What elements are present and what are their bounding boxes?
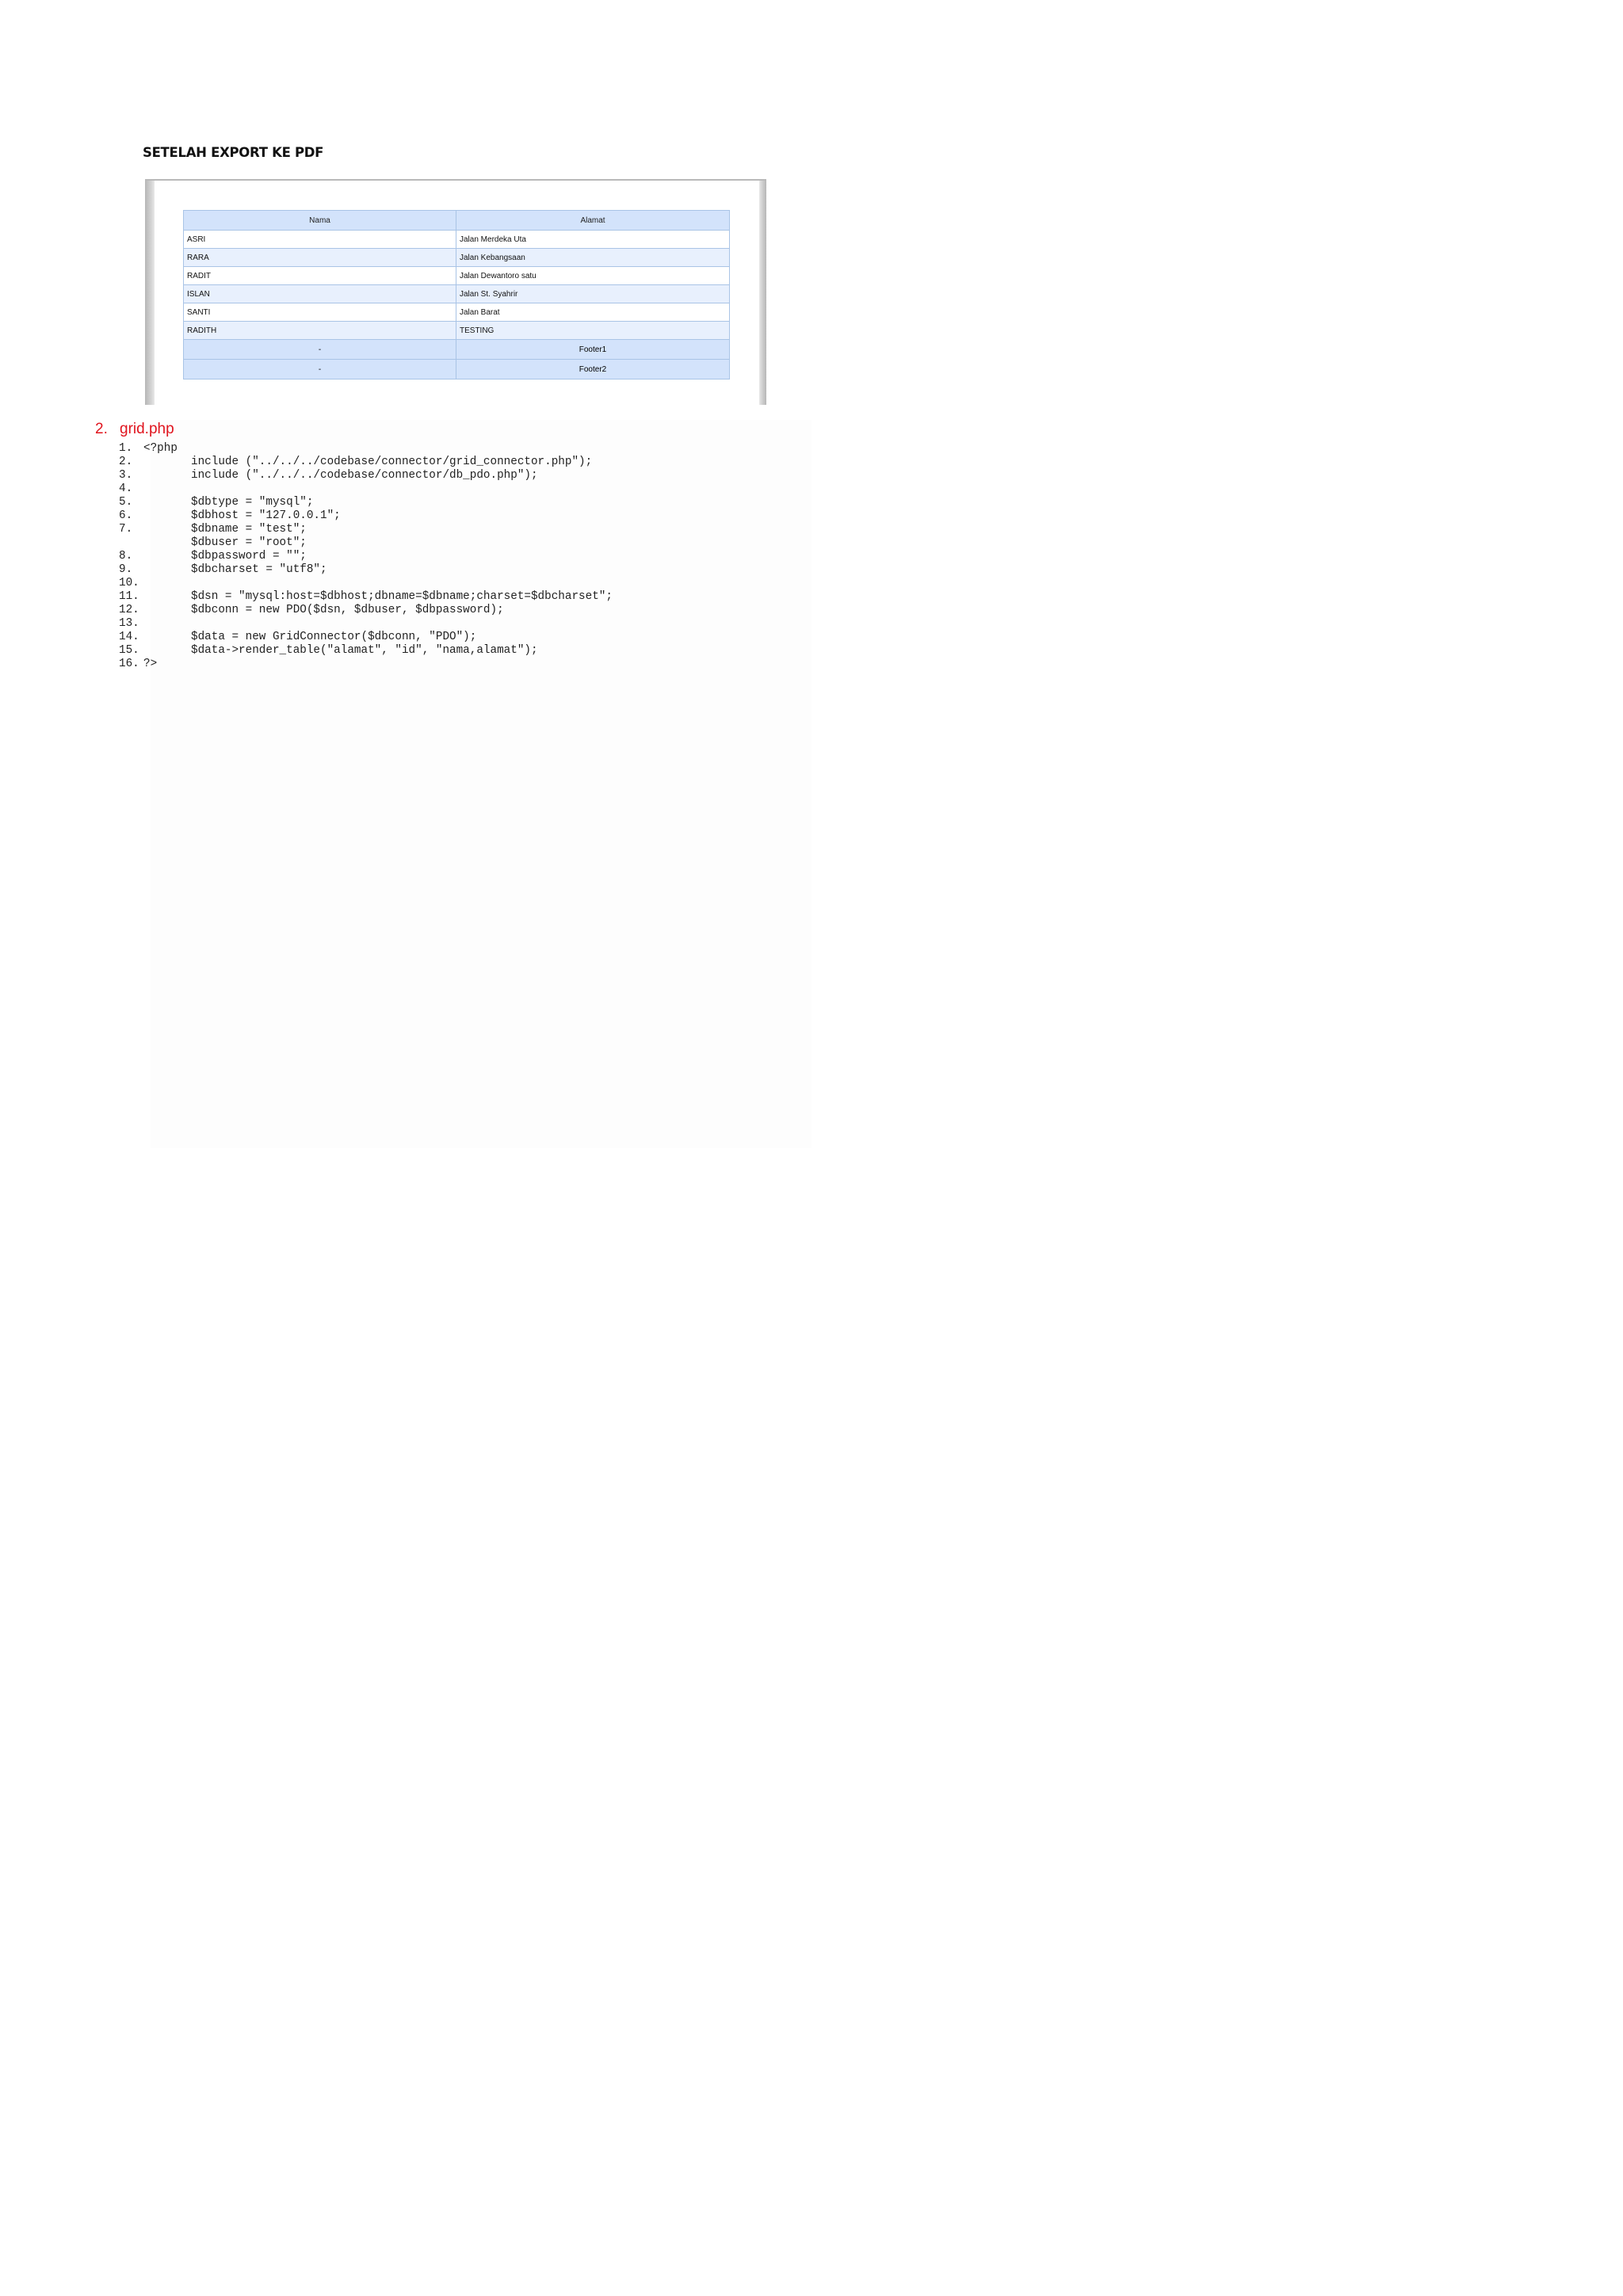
cell-nama: ASRI: [184, 231, 456, 249]
code-text: $data = new GridConnector($dbconn, "PDO");: [191, 631, 477, 643]
section-heading: SETELAH EXPORT KE PDF: [143, 145, 324, 160]
line-number: 1.: [119, 442, 133, 455]
code-text: ?>: [143, 658, 158, 670]
line-number: 11.: [119, 590, 139, 603]
line-number: 10.: [119, 577, 139, 589]
column-header-alamat: Alamat: [456, 211, 730, 231]
table-footer-row: [184, 340, 730, 360]
code-line: [119, 604, 800, 617]
code-text: $dbcharset = "utf8";: [191, 563, 327, 576]
document-page: [0, 0, 812, 1148]
cell-nama: SANTI: [184, 303, 456, 322]
line-number: 13.: [119, 617, 139, 630]
cell-alamat: Jalan St. Syahrir: [456, 285, 730, 303]
line-number: 9.: [119, 563, 133, 576]
footer-cell-right: Footer1: [456, 340, 730, 360]
table-row: [184, 249, 730, 267]
table-row: [184, 303, 730, 322]
line-number: 4.: [119, 482, 133, 495]
section-number: 2.: [95, 421, 108, 437]
table-header-row: [184, 211, 730, 231]
table-row: [184, 231, 730, 249]
code-line: [119, 590, 800, 604]
code-text: $data->render_table("alamat", "id", "nama,alamat");: [191, 644, 538, 657]
footer-cell-left: -: [184, 360, 456, 379]
line-number: 16.: [119, 658, 139, 670]
table-row: [184, 267, 730, 285]
column-header-nama: Nama: [184, 211, 456, 231]
code-text: $dbuser = "root";: [191, 536, 307, 549]
cell-alamat: Jalan Kebangsaan: [456, 249, 730, 267]
code-text: <?php: [143, 442, 178, 455]
screenshot-right-edge: [759, 181, 766, 405]
cell-alamat: Jalan Barat: [456, 303, 730, 322]
line-number: 6.: [119, 509, 133, 522]
code-line: [119, 442, 800, 456]
code-line: [119, 577, 800, 590]
code-text: include ("../../../codebase/connector/db_pdo.php");: [191, 469, 538, 482]
code-line: [119, 658, 800, 671]
table-body: [184, 231, 730, 379]
line-number: 12.: [119, 604, 139, 616]
code-line: [119, 550, 800, 563]
pdf-export-screenshot: [145, 179, 766, 405]
table-row: [184, 322, 730, 340]
code-text: $dbname = "test";: [191, 523, 307, 536]
exported-grid-table: [183, 210, 730, 379]
table-row: [184, 285, 730, 303]
line-number: 3.: [119, 469, 133, 482]
line-number: 8.: [119, 550, 133, 563]
code-text: $dsn = "mysql:host=$dbhost;dbname=$dbname;charset=$dbcharset";: [191, 590, 613, 603]
cell-nama: ISLAN: [184, 285, 456, 303]
line-number: 15.: [119, 644, 139, 657]
footer-cell-right: Footer2: [456, 360, 730, 379]
line-number: 2.: [119, 456, 133, 468]
code-line: [119, 496, 800, 509]
code-text: $dbhost = "127.0.0.1";: [191, 509, 341, 522]
line-number: 5.: [119, 496, 133, 509]
code-text: $dbconn = new PDO($dsn, $dbuser, $dbpassword);: [191, 604, 504, 616]
cell-nama: RADIT: [184, 267, 456, 285]
line-number: 14.: [119, 631, 139, 643]
code-line: [119, 482, 800, 496]
code-line: [119, 456, 800, 469]
screenshot-left-edge: [145, 181, 155, 405]
code-line: [119, 509, 800, 523]
line-number: 7.: [119, 523, 133, 536]
code-listing: [119, 442, 800, 671]
section-title: [95, 421, 174, 438]
cell-nama: RADITH: [184, 322, 456, 340]
cell-nama: RARA: [184, 249, 456, 267]
code-line: [119, 536, 800, 550]
code-line: [119, 563, 800, 577]
code-line: [119, 469, 800, 482]
table-footer-row: [184, 360, 730, 379]
code-text: $dbpassword = "";: [191, 550, 307, 563]
code-text: $dbtype = "mysql";: [191, 496, 314, 509]
footer-cell-left: -: [184, 340, 456, 360]
cell-alamat: Jalan Merdeka Uta: [456, 231, 730, 249]
code-text: include ("../../../codebase/connector/grid_connector.php");: [191, 456, 593, 468]
code-line: [119, 631, 800, 644]
code-line: [119, 617, 800, 631]
cell-alamat: TESTING: [456, 322, 730, 340]
cell-alamat: Jalan Dewantoro satu: [456, 267, 730, 285]
code-line: [119, 644, 800, 658]
code-line: [119, 523, 800, 536]
section-filename: grid.php: [120, 421, 174, 437]
